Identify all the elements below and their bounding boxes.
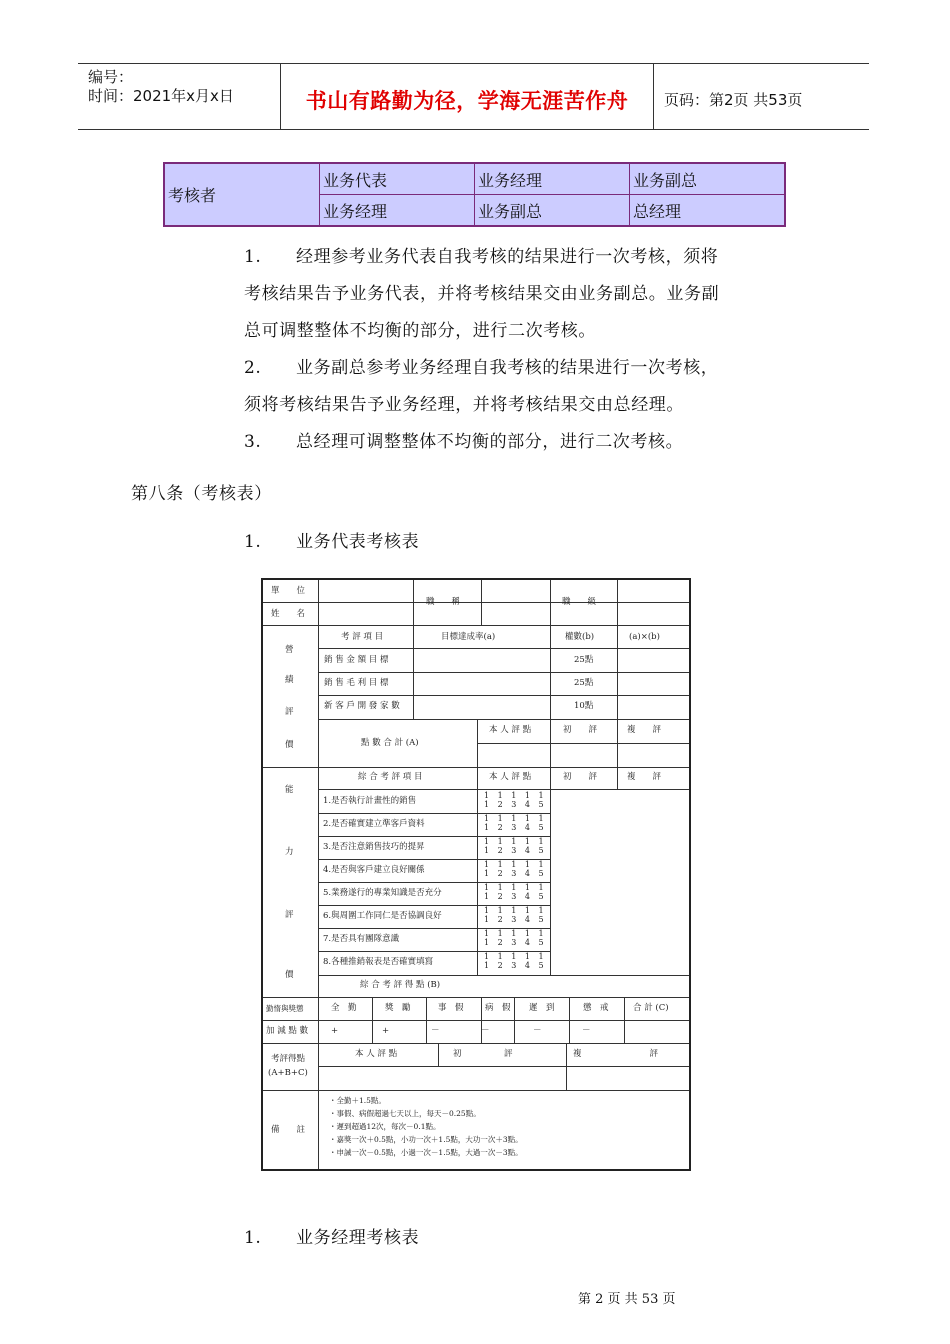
plusminus-sign: － bbox=[582, 1026, 591, 1036]
reviewer-table bbox=[163, 162, 786, 227]
step-2 bbox=[244, 350, 718, 387]
document-number-label: 编号： bbox=[88, 68, 134, 86]
ability-item: 5.業務遂行的專業知識是否充分 bbox=[323, 888, 442, 898]
perf-side-label: 績 bbox=[285, 675, 294, 685]
form2-title bbox=[244, 1220, 419, 1257]
final-self-label: 本 人 評 點 bbox=[355, 1049, 398, 1059]
remark-line: ・全勤＋1.5點。 bbox=[329, 1096, 386, 1105]
ability-total-label: 綜 合 考 評 得 點 (B) bbox=[360, 980, 441, 990]
step-number: 1. bbox=[244, 247, 262, 267]
perf-item: 新 客 戶 開 發 家 數 bbox=[324, 701, 400, 711]
final-second-label: 複 評 bbox=[573, 1049, 659, 1059]
perf-header-rate: 目標達成率(a) bbox=[441, 632, 496, 642]
ability-item: 2.是否確實建立準客戶資料 bbox=[323, 819, 425, 829]
perf-side-label: 評 bbox=[285, 707, 294, 717]
form1-title bbox=[244, 524, 419, 561]
first-review-label: 初 評 bbox=[563, 772, 598, 782]
form-jobtitle-label: 職 稱 bbox=[426, 597, 461, 607]
first-review-label: 初 評 bbox=[563, 725, 598, 735]
rating-scale: 1 1 1 1 1 1 2 3 4 5 bbox=[484, 906, 547, 924]
ability-side-label: 力 bbox=[285, 847, 294, 857]
article-title: 第八条（考核表） bbox=[131, 484, 272, 504]
plusminus-sign: + bbox=[382, 1026, 390, 1036]
plusminus-sign: － bbox=[481, 1026, 490, 1036]
ability-header: 綜 合 考 評 項 目 bbox=[358, 772, 423, 782]
step-text: 总经理可调整整体不均衡的部分，进行二次考核。 bbox=[296, 432, 684, 452]
step-1 bbox=[244, 239, 718, 276]
form-unit-label: 單 位 bbox=[271, 586, 306, 596]
step-text: 业务副总参考业务经理自我考核的结果进行一次考核， bbox=[296, 358, 719, 378]
section-number: 1. bbox=[244, 1228, 262, 1248]
section-title: 业务代表考核表 bbox=[296, 532, 420, 552]
plusminus-sign: － bbox=[431, 1026, 440, 1036]
table-cell: 业务经理 bbox=[475, 163, 630, 195]
perf-header-product: (a)×(b) bbox=[629, 632, 660, 642]
second-review-label: 複 評 bbox=[627, 725, 662, 735]
rating-scale: 1 1 1 1 1 1 2 3 4 5 bbox=[484, 814, 547, 832]
header-divider bbox=[653, 63, 654, 130]
attendance-item: 合 計 (C) bbox=[633, 1003, 669, 1013]
attendance-item: 病 假 bbox=[485, 1003, 511, 1013]
table-cell: 总经理 bbox=[630, 195, 786, 227]
rating-scale: 1 1 1 1 1 1 2 3 4 5 bbox=[484, 791, 547, 809]
remark-line: ・事假、病假超過七天以上，每天－0.25點。 bbox=[329, 1109, 481, 1118]
page-footer: 第 2 页 共 53 页 bbox=[578, 1292, 676, 1307]
table-cell: 业务代表 bbox=[320, 163, 475, 195]
step-1-line: 考核结果告予业务代表，并将考核结果交由业务副总。业务副 bbox=[244, 284, 720, 304]
step-1-line: 总可调整整体不均衡的部分，进行二次考核。 bbox=[244, 321, 596, 341]
form-grade-label: 職 級 bbox=[562, 597, 597, 607]
rating-scale: 1 1 1 1 1 1 2 3 4 5 bbox=[484, 929, 547, 947]
section-title: 业务经理考核表 bbox=[296, 1228, 420, 1248]
perf-weight: 25點 bbox=[574, 678, 594, 688]
self-score-label: 本 人 評 點 bbox=[489, 772, 532, 782]
final-score-formula: (A+B+C) bbox=[268, 1068, 308, 1078]
reviewer-label: 考核者 bbox=[164, 163, 320, 226]
header-motto: 书山有路勤为径，学海无涯苦作舟 bbox=[305, 89, 629, 113]
header-top-rule bbox=[78, 63, 869, 64]
ability-item: 4.是否與客戶建立良好關係 bbox=[323, 865, 425, 875]
ability-item: 7.是否具有團隊意識 bbox=[323, 934, 400, 944]
plusminus-sign: － bbox=[533, 1026, 542, 1036]
evaluation-form-image bbox=[261, 578, 691, 1171]
remarks-label: 備 註 bbox=[271, 1125, 306, 1135]
perf-header-weight: 權數(b) bbox=[565, 632, 595, 642]
attendance-item: 獎 勵 bbox=[385, 1003, 411, 1013]
attendance-item: 遲 到 bbox=[529, 1003, 555, 1013]
rating-scale: 1 1 1 1 1 1 2 3 4 5 bbox=[484, 837, 547, 855]
perf-total-label: 點 數 合 計 (A) bbox=[361, 738, 419, 748]
attendance-item: 懲 戒 bbox=[583, 1003, 609, 1013]
perf-weight: 25點 bbox=[574, 655, 594, 665]
perf-side-label: 價 bbox=[285, 740, 294, 750]
table-cell: 业务经理 bbox=[320, 195, 475, 227]
ability-side-label: 能 bbox=[285, 785, 294, 795]
final-first-label: 初 評 bbox=[453, 1049, 513, 1059]
table-cell: 业务副总 bbox=[630, 163, 786, 195]
perf-header-item: 考 評 項 目 bbox=[341, 632, 384, 642]
perf-item: 銷 售 毛 利 目 標 bbox=[324, 678, 389, 688]
second-review-label: 複 評 bbox=[627, 772, 662, 782]
table-row bbox=[164, 163, 785, 195]
section-number: 1. bbox=[244, 532, 262, 552]
final-score-label: 考評得點 bbox=[271, 1054, 306, 1064]
ability-item: 1.是否執行計畫性的銷售 bbox=[323, 796, 417, 806]
perf-item: 銷 售 金 額 目 標 bbox=[324, 655, 389, 665]
step-text: 经理参考业务代表自我考核的结果进行一次考核，须将 bbox=[296, 247, 719, 267]
step-number: 2. bbox=[244, 358, 262, 378]
perf-side-label: 營 bbox=[285, 645, 294, 655]
attendance-label: 勤惰與獎懲 bbox=[266, 1004, 304, 1013]
ability-side-label: 評 bbox=[285, 910, 294, 920]
page-info: 页码：第2页 共53页 bbox=[664, 91, 803, 109]
attendance-item: 全 勤 bbox=[331, 1003, 357, 1013]
ability-item: 8.各種推銷報表是否確實填寫 bbox=[323, 957, 434, 967]
attendance-item: 事 假 bbox=[438, 1003, 464, 1013]
rating-scale: 1 1 1 1 1 1 2 3 4 5 bbox=[484, 883, 547, 901]
step-2-line: 须将考核结果告予业务经理，并将考核结果交由总经理。 bbox=[244, 395, 684, 415]
rating-scale: 1 1 1 1 1 1 2 3 4 5 bbox=[484, 860, 547, 878]
step-number: 3. bbox=[244, 432, 262, 452]
rating-scale: 1 1 1 1 1 1 2 3 4 5 bbox=[484, 952, 547, 970]
header-bottom-rule bbox=[78, 129, 869, 130]
self-score-label: 本 人 評 點 bbox=[489, 725, 532, 735]
remark-line: ・申誡一次－0.5點，小過一次－1.5點，大過一次－3點。 bbox=[329, 1148, 523, 1157]
plusminus-sign: + bbox=[331, 1026, 339, 1036]
form-name-label: 姓 名 bbox=[271, 609, 306, 619]
ability-side-label: 價 bbox=[285, 970, 294, 980]
remark-line: ・遲到超過12次，每次－0.1點。 bbox=[329, 1122, 441, 1131]
table-cell: 业务副总 bbox=[475, 195, 630, 227]
step-3 bbox=[244, 424, 683, 461]
plusminus-label: 加 減 點 數 bbox=[266, 1026, 309, 1036]
ability-item: 3.是否注意銷售技巧的提昇 bbox=[323, 842, 425, 852]
remark-line: ・嘉獎一次＋0.5點，小功一次＋1.5點，大功一次＋3點。 bbox=[329, 1135, 523, 1144]
perf-weight: 10點 bbox=[574, 701, 594, 711]
ability-item: 6.與周圍工作同仁是否協調良好 bbox=[323, 911, 442, 921]
document-date: 时间：2021年x月x日 bbox=[88, 87, 234, 105]
